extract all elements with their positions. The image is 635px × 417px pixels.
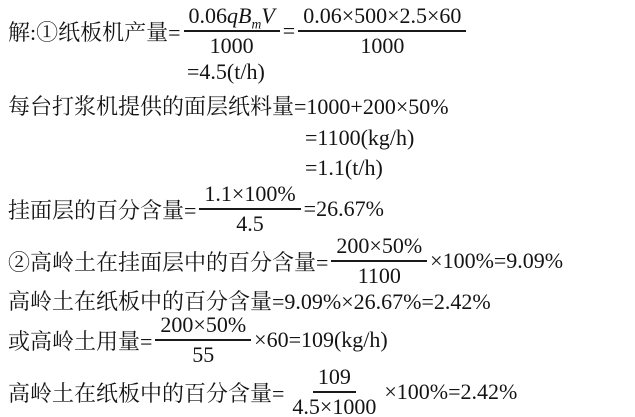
math-text: =1100(kg/h) [305, 124, 415, 150]
math-text: 1100 [357, 263, 401, 288]
fraction-numerator [199, 182, 300, 210]
math-text: ×60=109(kg/h) [254, 327, 388, 352]
math-text: 1000 [209, 33, 254, 58]
math-text: 0.06×500×2.5×60 [303, 3, 462, 29]
solution-lines [8, 5, 631, 417]
fraction-denominator [353, 262, 406, 288]
fraction-denominator [355, 32, 409, 58]
math-text: 4.5×1000 [292, 394, 377, 417]
fraction-numerator [184, 4, 280, 32]
solution-line-8 [8, 287, 631, 314]
math-text: 200×50% [336, 233, 423, 259]
solution-line-9 [8, 314, 631, 366]
solution-line-10 [8, 366, 631, 417]
math-text: 55 [192, 342, 215, 367]
fraction [298, 4, 466, 58]
fraction [184, 4, 280, 58]
fraction-denominator [231, 210, 269, 236]
math-text: ②高岭土在挂面层中的百分含量= [8, 249, 329, 275]
fraction-denominator [205, 32, 259, 58]
variable-text: qB [227, 3, 252, 29]
fraction-numerator [155, 313, 251, 341]
math-text: 高岭土在纸板中的百分含量= [8, 380, 285, 406]
math-text: =26.67% [303, 196, 384, 221]
math-text: 高岭土在纸板中的百分含量=9.09%×26.67%=2.42% [8, 289, 491, 314]
subscript-text: m [251, 16, 262, 32]
math-text: 1.1×100% [204, 181, 296, 207]
math-text: 200×50% [160, 312, 247, 338]
fraction [331, 234, 427, 288]
math-text: 每台打浆机提供的面层纸料量=1000+200×50% [8, 94, 449, 119]
fraction-numerator [313, 365, 356, 393]
math-text: 解:①纸板机产量= [8, 19, 181, 45]
math-text: 1000 [360, 33, 405, 58]
solution-line-6 [8, 183, 631, 235]
fraction [199, 182, 300, 236]
math-text: 挂面层的百分含量= [8, 197, 197, 223]
variable-text: V [261, 3, 275, 29]
solution-line-2 [187, 58, 631, 85]
math-text: 4.5 [236, 211, 264, 236]
solution-line-1 [8, 5, 631, 57]
math-text: 109 [317, 364, 351, 390]
fraction-denominator [287, 393, 381, 417]
solution-line-5 [305, 154, 631, 181]
math-text: 0.06 [188, 3, 228, 29]
math-text: = [282, 18, 296, 43]
fraction-numerator [298, 4, 466, 32]
math-text: =4.5(t/h) [187, 58, 265, 84]
solution-line-4 [305, 124, 631, 151]
fraction-numerator [331, 234, 427, 262]
math-text: 或高岭土用量= [8, 328, 153, 354]
fraction [287, 365, 381, 417]
fraction [155, 313, 251, 367]
math-text: ×100%=2.42% [384, 379, 518, 404]
solution-line-7 [8, 235, 631, 287]
solution-line-3 [8, 92, 631, 119]
math-text: ×100%=9.09% [430, 248, 564, 273]
math-text: =1.1(t/h) [305, 154, 383, 180]
fraction-denominator [187, 341, 219, 367]
